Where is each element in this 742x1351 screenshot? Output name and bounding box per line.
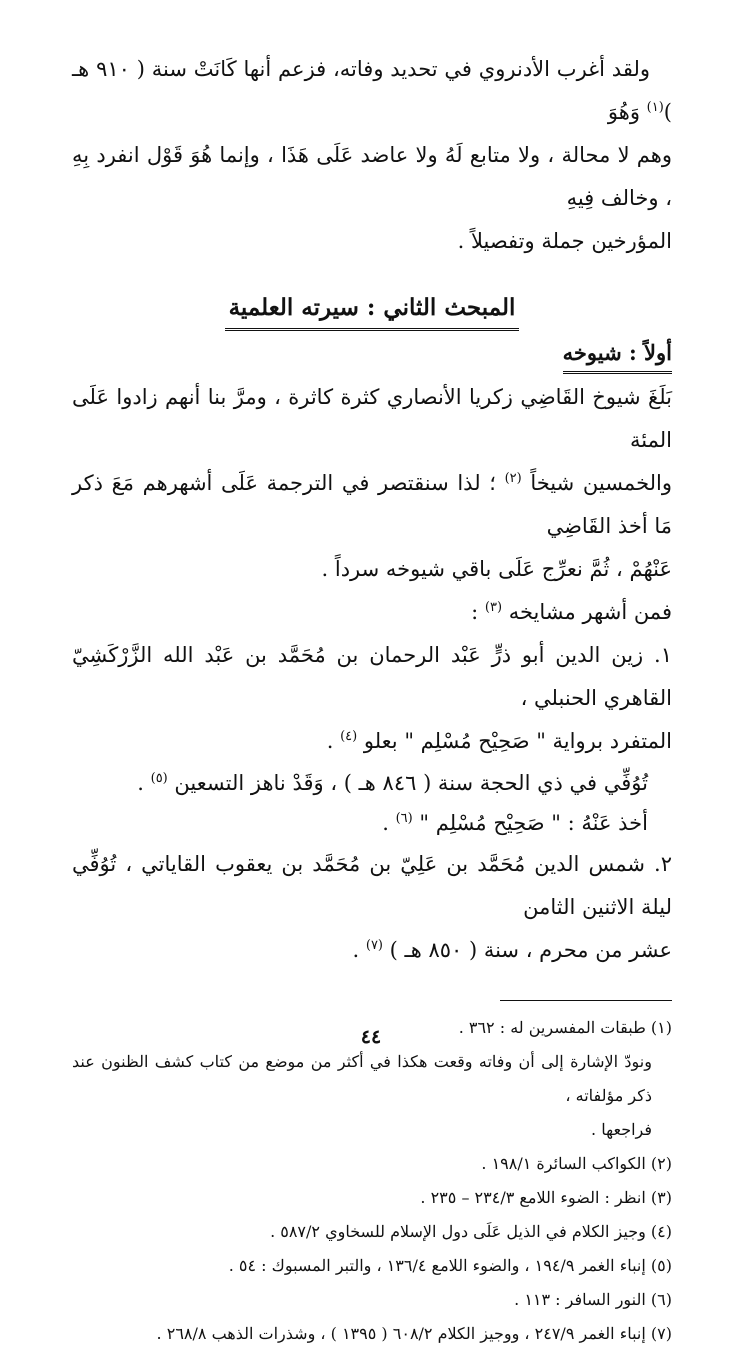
teacher-item-2 [72, 843, 672, 972]
shuyukh-line-3: عَنْهُمْ ، ثُمَّ نعرِّج عَلَى باقي شيوخه سرداً . [321, 557, 672, 581]
footnote-1: (١) طبقات المفسرين له : ٣٦٢ . [458, 1018, 672, 1037]
shuyukh-line-1: بَلَغَ شيوخ القَاضِي زكريا الأنصاري كثرة كاثرة ، ومرَّ بنا أنهم زادوا عَلَى المئة [72, 385, 672, 452]
footnote-1-continuation-2: فراجعها . [591, 1120, 652, 1139]
section-title: المبحث الثاني : سيرته العلمية [225, 291, 520, 331]
intro-line-1: ولقد أغرب الأدنروي في تحديد وفاته، فزعم أنها كَانَتْ سنة ( ٩١٠ هـ )$^{(١)}$ وَهُوَ [72, 57, 672, 124]
footnote-ref-7[interactable]: (٧) [365, 938, 383, 953]
page-number: ٤٤ [360, 1026, 382, 1048]
teacher-2-line-2: عشر من محرم ، سنة ( ٨٥٠ هـ ) $^{(٧)}$ . [352, 938, 672, 962]
footnote-3: (٣) انظر : الضوء اللامع ٢٣٤/٣ – ٢٣٥ . [420, 1188, 672, 1207]
teacher-1-line-2: المتفرد برواية " صَحِيْح مُسْلِم " بعلو $^{(٤)}$ . [326, 729, 672, 753]
footnote-4: (٤) وجيز الكلام في الذيل عَلَى دول الإسلام للسخاوي ٥٨٧/٢ . [270, 1222, 672, 1241]
footnote-1-continuation: ونودّ الإشارة إلى أن وفاته وقعت هكذا في أكثر من موضع من كتاب كشف الظنون عند ذكر مؤلفاته ، [72, 1052, 652, 1105]
footnote-7: (٧) إنباء الغمر ٢٤٧/٩ ، ووجيز الكلام ٦٠٨/٢ ( ١٣٩٥ ) ، وشذرات الذهب ٢٦٨/٨ . [156, 1324, 672, 1343]
footnote-ref-4[interactable]: (٤) [340, 729, 358, 744]
teacher-item-1 [72, 634, 672, 843]
footnote-6: (٦) النور السافر : ١١٣ . [514, 1290, 672, 1309]
teacher-2-line-1: ٢. شمس الدين مُحَمَّد بن عَلِيّ بن مُحَمَّد بن يعقوب القاياتي ، تُوُفِّي ليلة الاثنين الثامن [72, 852, 672, 919]
footnote-ref-5[interactable]: (٥) [150, 771, 168, 786]
footnote-5: (٥) إنباء الغمر ١٩٤/٩ ، والضوء اللامع ١٣٦/٤ ، والتبر المسبوك : ٥٤ . [228, 1256, 672, 1275]
intro-line-3: المؤرخين جملة وتفصيلاً . [457, 229, 672, 253]
footnote-divider [500, 1000, 672, 1001]
footnote-ref-6[interactable]: (٦) [395, 811, 413, 826]
subsection-title: أولاً : شيوخه [563, 337, 672, 374]
footnote-2: (٢) الكواكب السائرة ١٩٨/١ . [481, 1154, 672, 1173]
footnotes [72, 1011, 672, 1351]
footnote-ref-2[interactable]: (٢) [504, 471, 522, 486]
intro-line-2: وهم لا محالة ، ولا متابع لَهُ ولا عاضد عَلَى هَذَا ، وإنما هُوَ قَوْل انفرد بِهِ ، وخالف فِيهِ [72, 143, 672, 210]
footnote-ref-1[interactable]: (١) [646, 100, 664, 115]
teacher-1-death: تُوُفِّي في ذي الحجة سنة ( ٨٤٦ هـ ) ، وَقَدْ ناهز التسعين $^{(٥)}$ . [137, 771, 648, 795]
subsection-heading-wrap [72, 337, 672, 376]
section-heading-wrap [72, 291, 672, 331]
intro-paragraph [72, 48, 672, 263]
page-body [72, 48, 672, 1351]
teacher-1-taken: أخذ عَنْهُ : " صَحِيْح مُسْلِم " $^{(٦)}$ . [382, 811, 648, 835]
shuyukh-line-2: والخمسين شيخاً $^{(٢)}$ ؛ لذا سنقتصر في الترجمة عَلَى أشهرهم مَعَ ذكر مَا أخذ القَاضِي [72, 471, 672, 538]
teacher-1-line-1: ١. زين الدين أبو ذرٍّ عَبْد الرحمان بن مُحَمَّد بن عَبْد الله الزَّرْكَشِيّ القاهري الحنبلي ، [72, 643, 672, 710]
shuyukh-paragraph [72, 376, 672, 634]
shuyukh-line-4: فمن أشهر مشايخه $^{(٣)}$ : [471, 600, 672, 624]
footnote-ref-3[interactable]: (٣) [484, 600, 503, 615]
